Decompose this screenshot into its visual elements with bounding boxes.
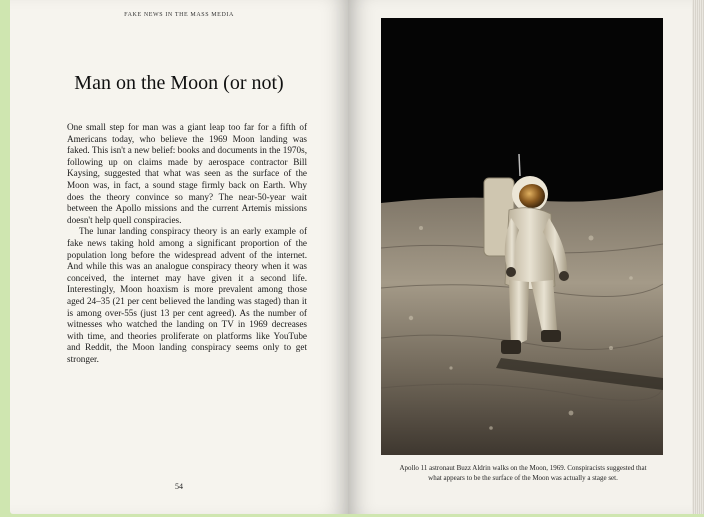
right-page	[348, 0, 692, 514]
page-number: 54	[175, 482, 183, 491]
running-head: FAKE NEWS IN THE MASS MEDIA	[124, 12, 234, 18]
moon-photo-illustration	[381, 18, 663, 455]
body-text	[67, 122, 307, 365]
paragraph-1: One small step for man was a giant leap too far for a fifth of Americans today, who believe the 1969 Moon landing was faked. This isn't a new belief: books and documents in the 1970s, following up on claims made by aerospace contractor Bill Kaysing, suggested that what was seen as the surface of the Moon was, in fact, a sound stage firmly back on Earth. Why does the theory convince so many? The near-50-year wait between the Apollo missions and the current Artemis missions doesn't help quell conspiracies.	[67, 122, 307, 225]
astronaut-on-moon-photo	[381, 18, 663, 455]
page-edges	[692, 0, 704, 514]
left-page	[10, 0, 348, 514]
photo-caption: Apollo 11 astronaut Buzz Aldrin walks on the Moon, 1969. Conspiracists suggested that what appears to be the surface of the Moon was actually a stage set.	[399, 464, 647, 482]
paragraph-2: The lunar landing conspiracy theory is an early example of fake news taking hold among a significant proportion of the population long before the widespread advent of the internet. And while this was an analogue conspiracy theory when it was conceived, the internet may have given it a second life. Interestingly, Moon hoaxism is more prevalent among those aged 24–35 (21 per cent believed the landing was staged) than it is among over-55s (just 13 per cent agreed). As the number of witnesses who watched the landing on TV in 1969 decreases with time, and theories proliferate on platforms like YouTube and Reddit, the Moon landing conspiracy seems only to get stronger.	[67, 226, 307, 364]
chapter-title: Man on the Moon (or not)	[74, 72, 284, 94]
open-book	[10, 0, 704, 517]
